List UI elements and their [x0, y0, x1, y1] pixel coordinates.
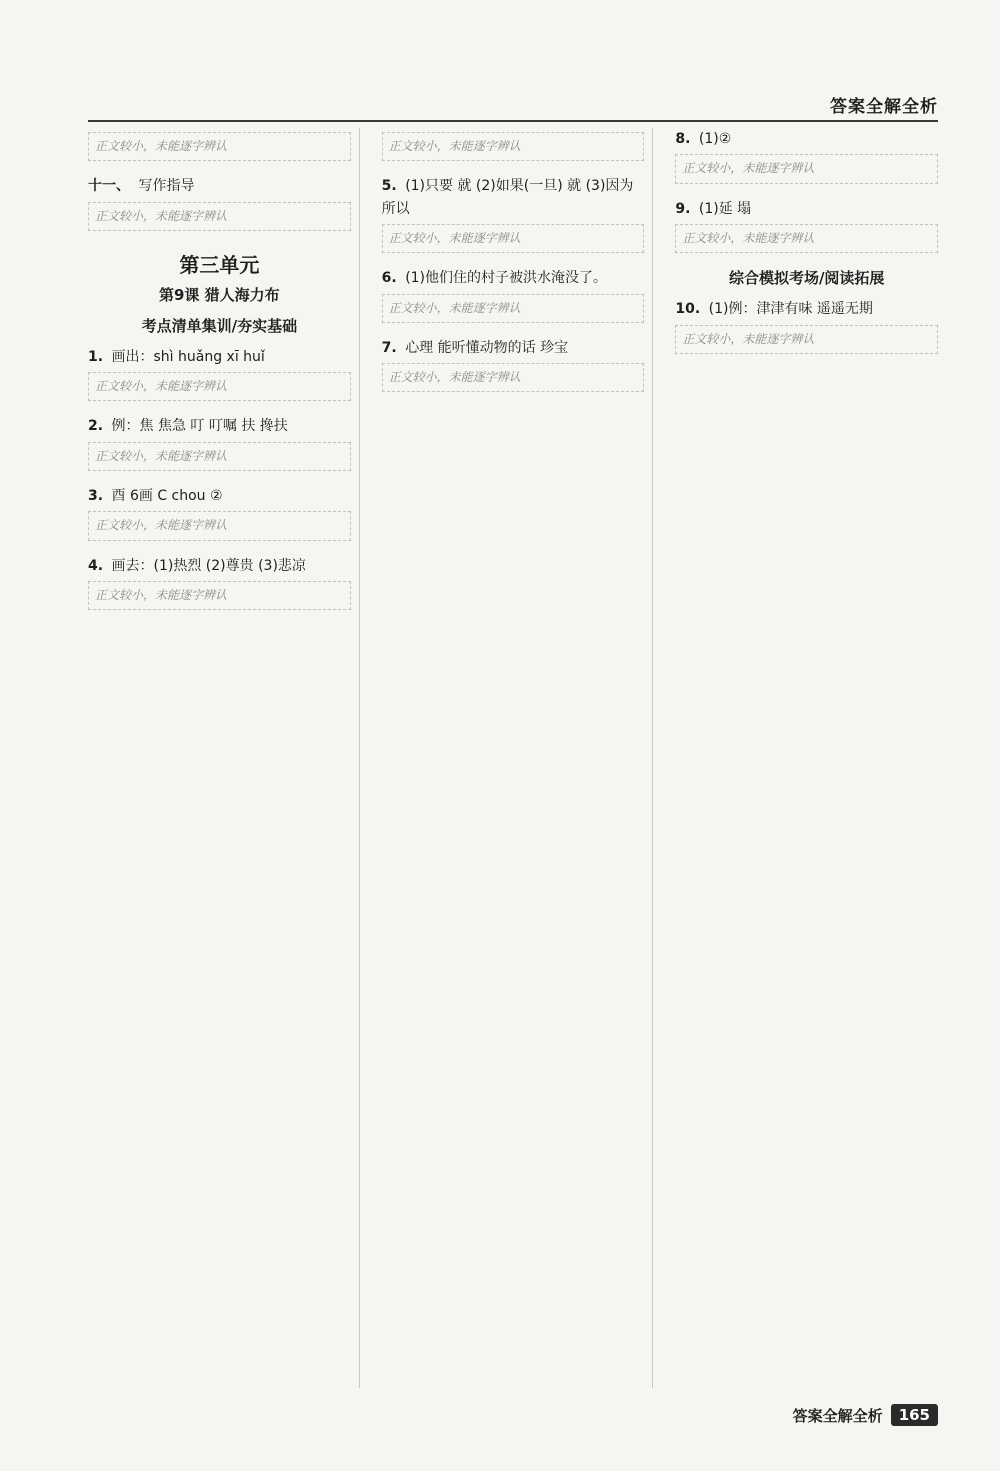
answer-entry: [88, 175, 351, 231]
entry-lead: (1)延 塌: [698, 200, 752, 217]
entry-number: 3.: [88, 487, 104, 504]
unread-text-placeholder: 正文较小，未能逐字辨认: [675, 224, 938, 253]
entry-number: 6.: [381, 270, 397, 287]
unread-text-placeholder: 正文较小，未能逐字辨认: [88, 132, 351, 161]
entry-number: 7.: [381, 339, 397, 356]
unread-text-placeholder: 正文较小，未能逐字辨认: [382, 224, 645, 253]
column-left: [88, 128, 360, 1388]
unread-text-placeholder: 正文较小，未能逐字辨认: [88, 202, 351, 231]
unread-text-placeholder: 正文较小，未能逐字辨认: [675, 154, 938, 183]
entry-number: 4.: [88, 557, 104, 574]
entry-lead: 例：焦 焦急 叮 叮嘱 扶 搀扶: [111, 418, 288, 435]
entry-lead: 画出：shì huǎng xī huǐ: [111, 348, 265, 365]
footer-label: 答案全解全析: [792, 1406, 883, 1425]
unread-text-placeholder: 正文较小，未能逐字辨认: [88, 581, 351, 610]
entry-number: 十一、: [88, 178, 130, 195]
entry-lead: (1)例：津津有味 遥遥无期: [708, 301, 873, 318]
entry-heading: 写作指导: [138, 178, 195, 195]
entry-number: 8.: [675, 131, 691, 147]
unread-text-placeholder: 正文较小，未能逐字辨认: [382, 294, 645, 323]
answer-entry: [675, 298, 938, 354]
answer-entry: [382, 175, 645, 253]
unread-text-placeholder: 正文较小，未能逐字辨认: [88, 442, 351, 471]
unread-text-placeholder: 正文较小，未能逐字辨认: [382, 363, 645, 392]
header-rule: [88, 120, 938, 122]
entry-number: 5.: [381, 178, 397, 195]
unit-title: 第三单元: [179, 252, 260, 277]
answer-entry: [88, 415, 351, 471]
column-right: [675, 128, 938, 1388]
entry-lead: 酉 6画 C chou ②: [111, 487, 223, 504]
answer-entry: [88, 485, 351, 541]
answer-entry: [88, 132, 351, 161]
entry-lead: (1)②: [698, 131, 732, 147]
answer-columns: [88, 128, 938, 1388]
section-subhead: 考点清单集训/夯实基础: [141, 316, 298, 335]
answer-entry: [382, 267, 645, 323]
answer-entry: [88, 346, 351, 402]
entry-lead: (1)只要 就 (2)如果(一旦) 就 (3)因为 所以: [381, 178, 634, 217]
entry-number: 10.: [675, 301, 701, 318]
lesson-title: 第9课 猎人海力布: [159, 285, 280, 304]
column-middle: [382, 128, 654, 1388]
page-footer: [793, 1404, 938, 1426]
unread-text-placeholder: 正文较小，未能逐字辨认: [88, 511, 351, 540]
page-number: 165: [891, 1404, 938, 1426]
unread-text-placeholder: 正文较小，未能逐字辨认: [88, 372, 351, 401]
unread-text-placeholder: 正文较小，未能逐字辨认: [675, 325, 938, 354]
answer-entry: [382, 132, 645, 161]
answer-entry: [88, 555, 351, 611]
entry-number: 2.: [88, 418, 104, 435]
entry-lead: (1)他们住的村子被洪水淹没了。: [405, 270, 608, 287]
answer-entry: [675, 198, 938, 254]
entry-number: 9.: [675, 200, 691, 217]
entry-lead: 画去：(1)热烈 (2)尊贵 (3)悲凉: [111, 557, 306, 574]
page-header-title: 答案全解全析: [830, 97, 938, 117]
unread-text-placeholder: 正文较小，未能逐字辨认: [382, 132, 645, 161]
section-subhead: 综合模拟考场/阅读拓展: [728, 269, 885, 288]
answer-entry: [675, 128, 938, 184]
answer-entry: [382, 337, 645, 393]
entry-lead: 心理 能听懂动物的话 珍宝: [405, 339, 569, 356]
entry-number: 1.: [88, 348, 104, 365]
